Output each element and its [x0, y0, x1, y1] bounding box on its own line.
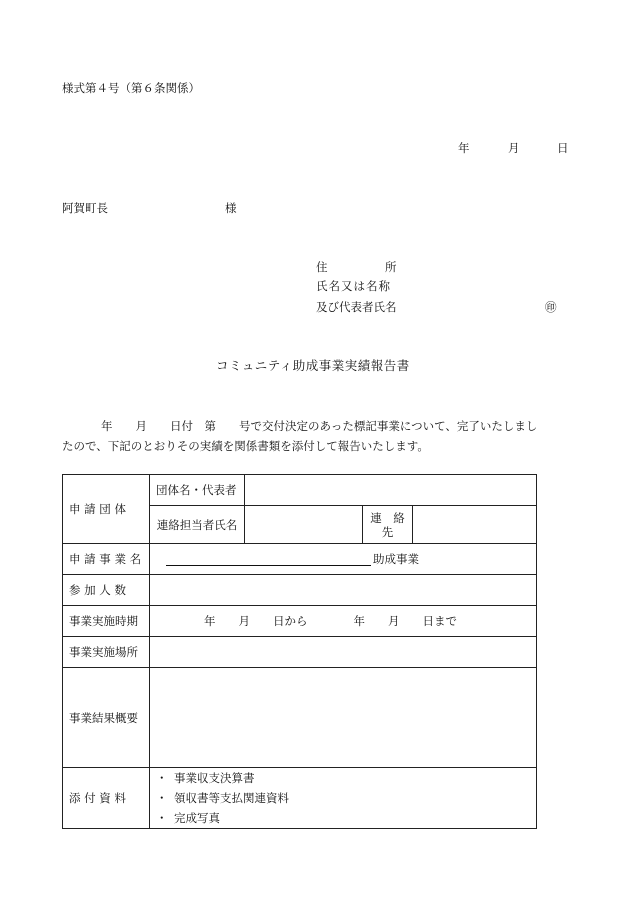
period-value: 年 月 日から 年 月 日まで: [204, 614, 457, 628]
period-field[interactable]: [150, 606, 537, 637]
project-name-label: 申 請 事 業 名: [63, 544, 150, 575]
group-name-rep-field[interactable]: [245, 475, 537, 506]
document-title: コミュニティ助成事業実績報告書: [216, 358, 410, 373]
period-label: 事業実施時期: [63, 606, 150, 637]
applicant-group-label: 申 請 団 体: [63, 475, 150, 544]
list-item: ・ 完成写真: [156, 808, 530, 828]
body-line-1: 年 月 日付 第 号で交付決定のあった標記事業について、完了いたしまし: [101, 419, 538, 433]
bullet: ・: [156, 811, 168, 825]
attachments-label: 添 付 資 料: [63, 768, 150, 829]
results-label: 事業結果概要: [63, 668, 150, 768]
bullet: ・: [156, 771, 168, 785]
date-year: 年: [458, 141, 470, 155]
contact-person-field[interactable]: [245, 506, 363, 544]
contact-field[interactable]: [413, 506, 537, 544]
contact-label: 連 絡先: [363, 506, 413, 544]
addressee-name: 阿賀町長: [62, 201, 108, 215]
date-month: 月: [508, 141, 520, 155]
participants-field[interactable]: [150, 575, 537, 606]
body-line-2: たので、下記のとおりその実績を関係書類を添付して報告いたします。: [62, 439, 429, 453]
applicant-name-label: 氏名又は名称: [316, 279, 391, 293]
addressee-honorific: 様: [225, 201, 237, 215]
list-item: ・ 事業収支決算書: [156, 768, 530, 788]
list-item: ・ 領収書等支払関連資料: [156, 788, 530, 808]
participants-label: 参 加 人 数: [63, 575, 150, 606]
attachments-list: [156, 768, 530, 828]
project-name-field[interactable]: [150, 544, 537, 575]
bullet: ・: [156, 791, 168, 805]
project-suffix: 助成事業: [373, 552, 419, 566]
seal-mark: ㊞: [545, 300, 557, 314]
group-name-rep-label: 団体名・代表者: [150, 475, 245, 506]
location-field[interactable]: [150, 637, 537, 668]
applicant-rep-label: 及び代表者氏名: [316, 300, 397, 314]
date-day: 日: [557, 141, 569, 155]
project-name-underline: [166, 555, 371, 566]
attachments-list-cell: [150, 768, 537, 829]
contact-person-label: 連絡担当者氏名: [150, 506, 245, 544]
results-field[interactable]: [150, 668, 537, 768]
location-label: 事業実施場所: [63, 637, 150, 668]
form-number: 様式第４号（第６条関係）: [62, 81, 200, 95]
applicant-address-label: 住 所: [316, 260, 397, 274]
report-table: [62, 474, 537, 829]
